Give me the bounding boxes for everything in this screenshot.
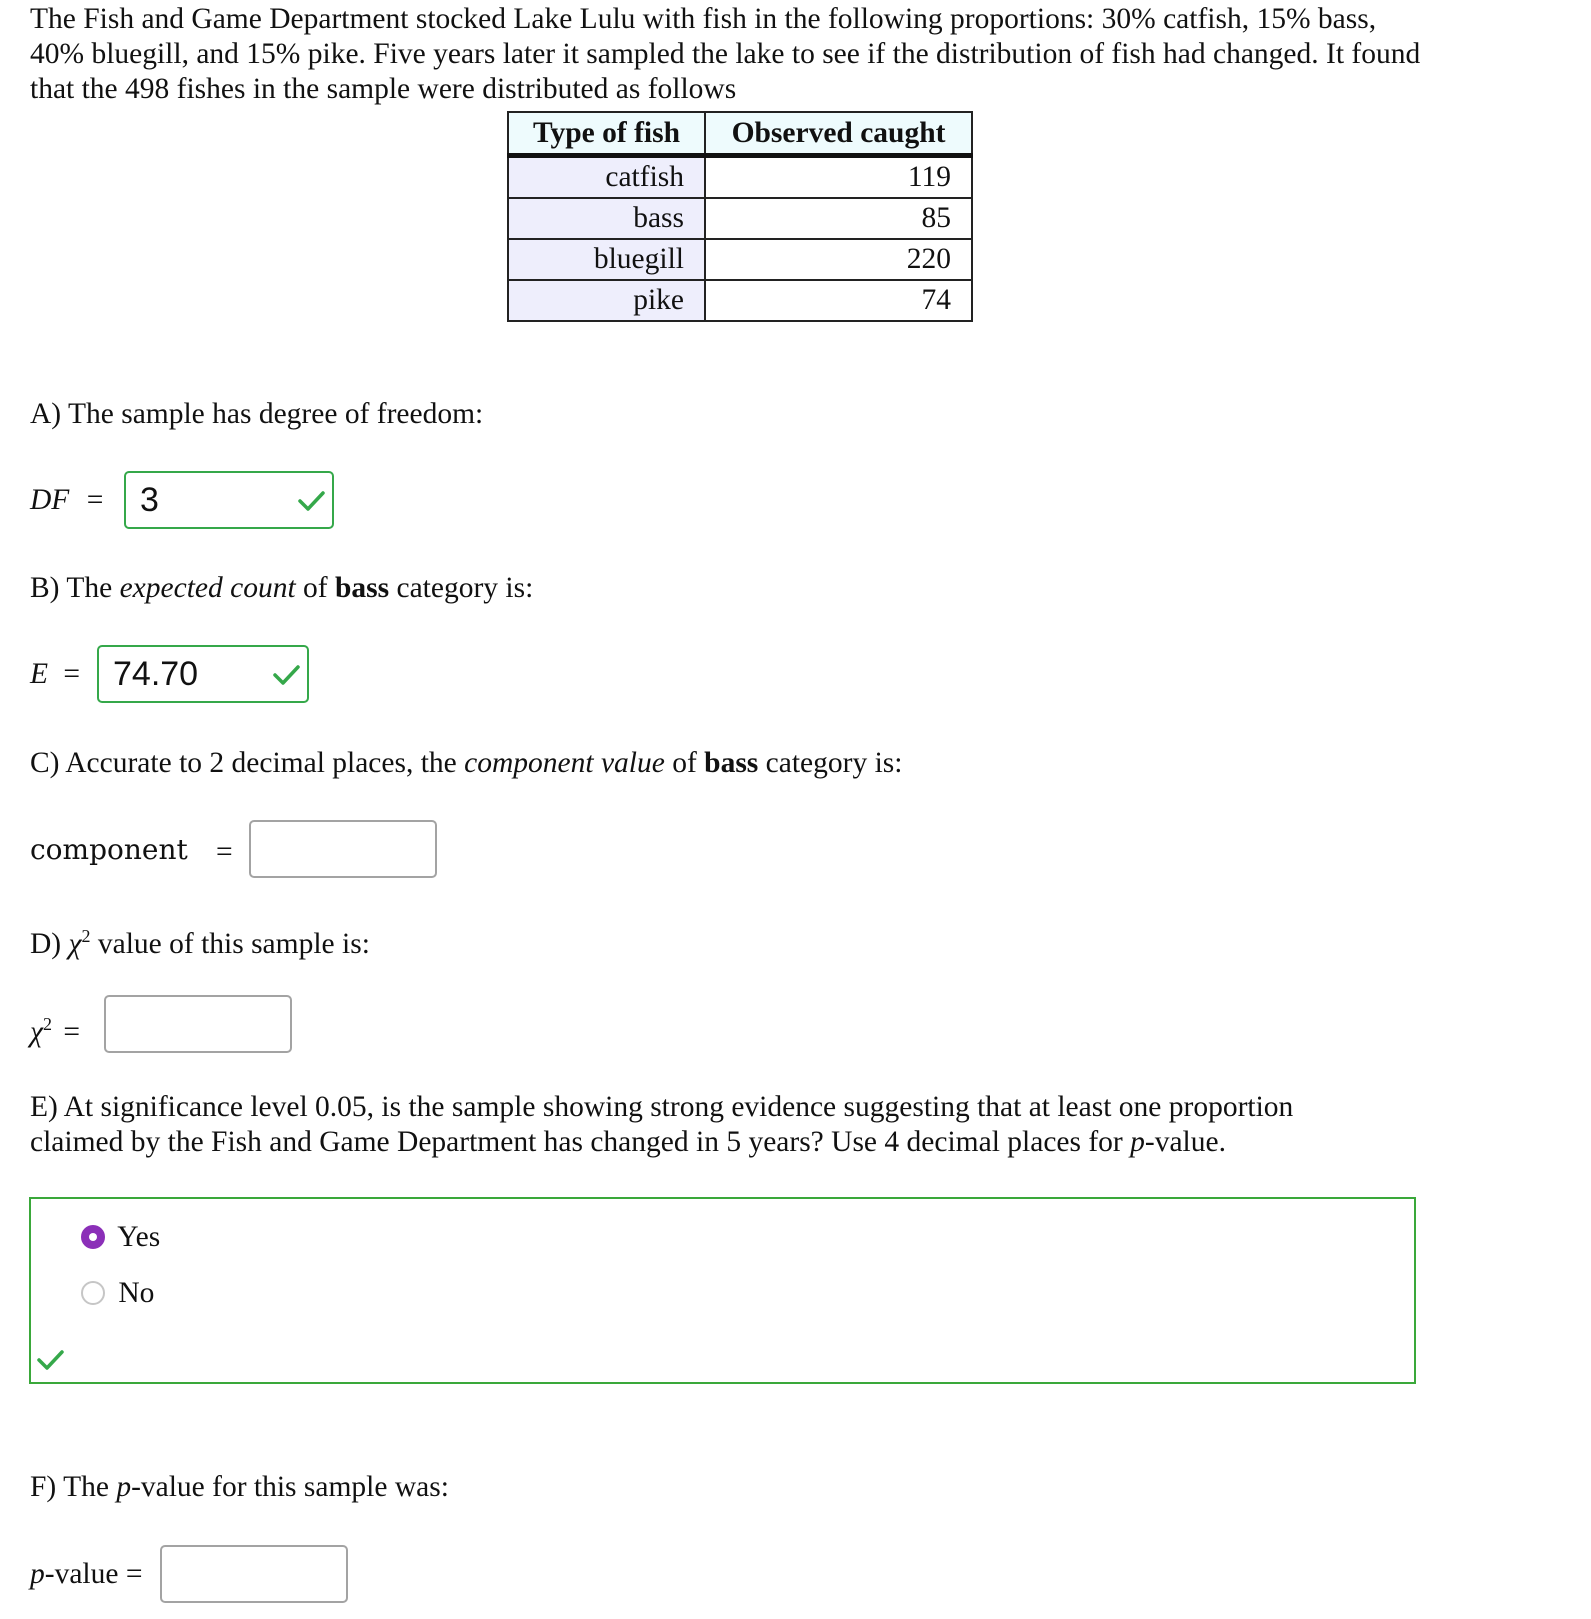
- fish-type-cell: bluegill: [508, 239, 705, 280]
- p-symbol: p: [1130, 1126, 1145, 1158]
- chi-superscript: 2: [42, 1014, 52, 1034]
- part-d-prompt-prefix: D): [30, 927, 69, 960]
- part-a-prompt: A) The sample has degree of freedom:: [30, 398, 484, 430]
- part-c-prompt-emphasis: component value: [464, 747, 665, 779]
- table-header-row: [508, 112, 972, 156]
- part-e-prompt: [30, 1090, 1430, 1160]
- e-label: [30, 656, 80, 692]
- part-f-prompt-suffix: -value for this sample was:: [131, 1471, 449, 1503]
- component-equals: =: [216, 836, 233, 868]
- fish-type-cell: bass: [508, 198, 705, 239]
- chi-superscript: 2: [81, 926, 91, 946]
- component-label: [30, 832, 188, 868]
- part-d-prompt-suffix: value of this sample is:: [90, 927, 370, 960]
- observed-cell: 74: [705, 280, 972, 321]
- part-b-prompt-prefix: B) The: [30, 572, 120, 604]
- table-row: [508, 280, 972, 321]
- radio-label-no: No: [118, 1277, 155, 1309]
- observed-cell: 119: [705, 156, 972, 199]
- p-value-equals: =: [125, 1558, 143, 1590]
- p-value-input[interactable]: [160, 1545, 348, 1603]
- header-observed-caught: Observed caught: [705, 112, 972, 156]
- part-c-prompt-prefix: C) Accurate to 2 decimal places, the: [30, 747, 465, 779]
- part-e-prompt-line2-suffix: -value.: [1144, 1126, 1226, 1158]
- part-e-prompt-line2-prefix: claimed by the Fish and Game Department has changed in 5 years? Use 4 decimal places for: [30, 1126, 1131, 1158]
- df-label: [30, 482, 103, 518]
- header-type-of-fish: Type of fish: [508, 112, 705, 156]
- chi-square-input[interactable]: [104, 995, 292, 1053]
- part-c-prompt-bold: bass: [704, 747, 759, 779]
- check-icon: [35, 1344, 65, 1374]
- part-f-prompt: [30, 1469, 449, 1505]
- df-symbol: DF: [30, 484, 70, 516]
- part-b-prompt-suffix: category is:: [389, 572, 534, 604]
- part-b-prompt: [30, 570, 533, 606]
- fish-data-table: [507, 111, 973, 322]
- chi-square-equals: =: [63, 1015, 80, 1048]
- p-value-label-suffix: -value: [44, 1558, 119, 1590]
- radio-option-no[interactable]: [81, 1275, 154, 1311]
- part-f-prompt-prefix: F) The: [30, 1471, 117, 1503]
- table-row: [508, 239, 972, 280]
- part-b-prompt-emphasis: expected count: [119, 572, 296, 604]
- p-symbol: p: [30, 1558, 45, 1590]
- expected-count-value: 74.70: [113, 655, 199, 693]
- chi-symbol: χ: [30, 1015, 43, 1048]
- check-icon: [271, 659, 301, 689]
- observed-cell: 85: [705, 198, 972, 239]
- part-d-prompt: [30, 918, 370, 962]
- expected-count-input[interactable]: [97, 645, 309, 703]
- p-value-label: [30, 1556, 142, 1592]
- part-b-prompt-mid: of: [295, 572, 335, 604]
- component-symbol: component: [30, 833, 188, 866]
- part-c-prompt-suffix: category is:: [758, 747, 903, 779]
- e-equals: =: [63, 658, 81, 690]
- observed-cell: 220: [705, 239, 972, 280]
- chi-square-label: [30, 1006, 80, 1050]
- part-c-prompt: [30, 745, 902, 781]
- part-c-prompt-mid: of: [664, 747, 705, 779]
- chi-symbol: χ: [68, 927, 82, 960]
- part-e-prompt-line1: E) At significance level 0.05, is the sample showing strong evidence suggesting that at least one proportion: [30, 1091, 1294, 1123]
- radio-option-yes[interactable]: [81, 1219, 160, 1255]
- p-symbol: p: [116, 1471, 132, 1503]
- fish-type-cell: pike: [508, 280, 705, 321]
- check-icon: [296, 485, 326, 515]
- radio-unselected-icon[interactable]: [81, 1281, 105, 1305]
- table-row: [508, 198, 972, 239]
- fish-type-cell: catfish: [508, 156, 705, 199]
- part-e-prompt-line2: [30, 1125, 1430, 1160]
- radio-selected-icon[interactable]: [81, 1225, 105, 1249]
- part-b-prompt-bold: bass: [335, 572, 390, 604]
- df-value: 3: [140, 481, 159, 519]
- evidence-answer-panel: [29, 1197, 1416, 1384]
- radio-label-yes: Yes: [117, 1221, 161, 1253]
- problem-statement: The Fish and Game Department stocked Lake Lulu with fish in the following proportions: 30% catfish, 15% bass, 40% bluegill, and 15% pike. Five years later it sampled the lake to see if the distribution of fish had changed. It found that the 498 fishes in the sample were distributed as follows: [30, 3, 1421, 105]
- df-equals: =: [86, 484, 104, 516]
- component-input[interactable]: [249, 820, 437, 878]
- table-row: [508, 156, 972, 199]
- e-symbol: E: [30, 658, 49, 690]
- df-input[interactable]: [124, 471, 334, 529]
